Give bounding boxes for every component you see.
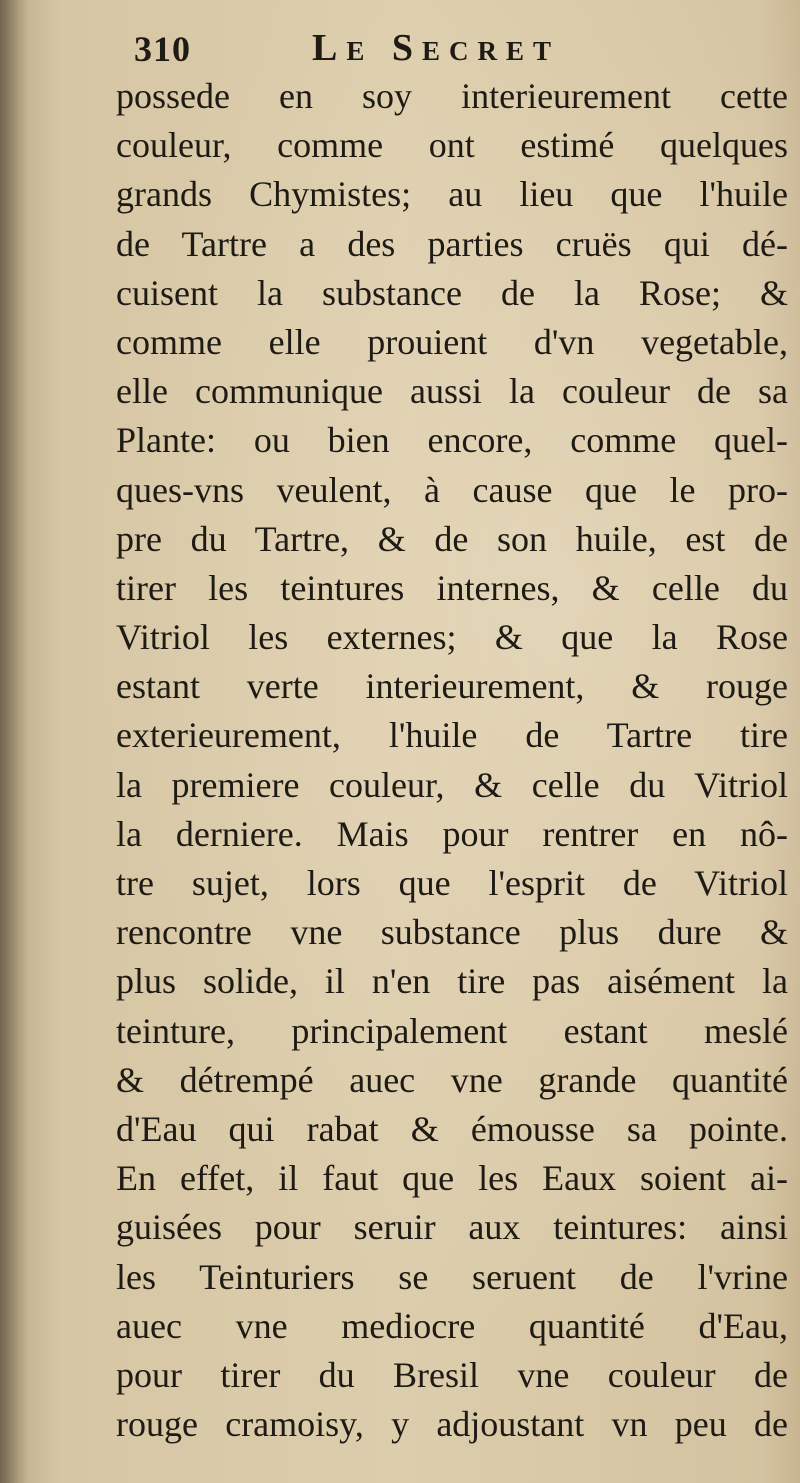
text-line: les Teinturiers se seruent de l'vrine xyxy=(116,1256,788,1297)
text-line: pour tirer du Bresil vne couleur de xyxy=(116,1354,788,1395)
text-line: & détrempé auec vne grande quantité xyxy=(116,1059,788,1100)
text-line: rouge cramoisy, y adjoustant vn peu de xyxy=(116,1404,788,1445)
text-line: comme elle prouient d'vn vegetable, xyxy=(116,321,788,362)
text-line: tre sujet, lors que l'esprit de Vitriol xyxy=(116,863,788,903)
text-line: possede en soy interieurement cette xyxy=(116,76,788,116)
text-line: auec vne mediocre quantité d'Eau, xyxy=(116,1305,788,1346)
text-line: tirer les teintures internes, & celle du xyxy=(116,567,788,608)
text-line: plus solide, il n'en tire pas aisément la xyxy=(116,961,788,1002)
text-line: Plante: ou bien encore, comme quel- xyxy=(116,420,788,461)
text-line: la premiere couleur, & celle du Vitriol xyxy=(116,764,788,805)
text-line: guisées pour seruir aux teintures: ainsi xyxy=(116,1207,788,1248)
text-line: la derniere. Mais pour rentrer en nô- xyxy=(116,813,788,854)
text-line: En effet, il faut que les Eaux soient ai- xyxy=(116,1158,788,1199)
text-line: teinture, principalement estant meslé xyxy=(116,1010,788,1051)
running-title: Le Secret xyxy=(312,27,561,69)
text-line: Vitriol les externes; & que la Rose xyxy=(116,617,788,658)
text-line: ques-vns veulent, à cause que le pro- xyxy=(116,469,788,510)
text-line: grands Chymistes; au lieu que l'huile xyxy=(116,174,788,215)
text-line: exterieurement, l'huile de Tartre tire xyxy=(116,715,788,756)
page-number: 310 xyxy=(134,29,191,69)
text-line: cuisent la substance de la Rose; & xyxy=(116,272,788,313)
text-line: elle communique aussi la couleur de sa xyxy=(116,371,788,412)
body-text xyxy=(116,72,788,1449)
text-line: estant verte interieurement, & rouge xyxy=(116,666,788,707)
text-line: pre du Tartre, & de son huile, est de xyxy=(116,518,788,559)
page-header xyxy=(116,22,776,72)
text-line: d'Eau qui rabat & émousse sa pointe. xyxy=(116,1108,788,1149)
text-line: rencontre vne substance plus dure & xyxy=(116,912,788,953)
text-line: couleur, comme ont estimé quelques xyxy=(116,125,788,166)
text-line: de Tartre a des parties cruës qui dé- xyxy=(116,223,788,264)
binding-shadow xyxy=(0,0,28,1483)
